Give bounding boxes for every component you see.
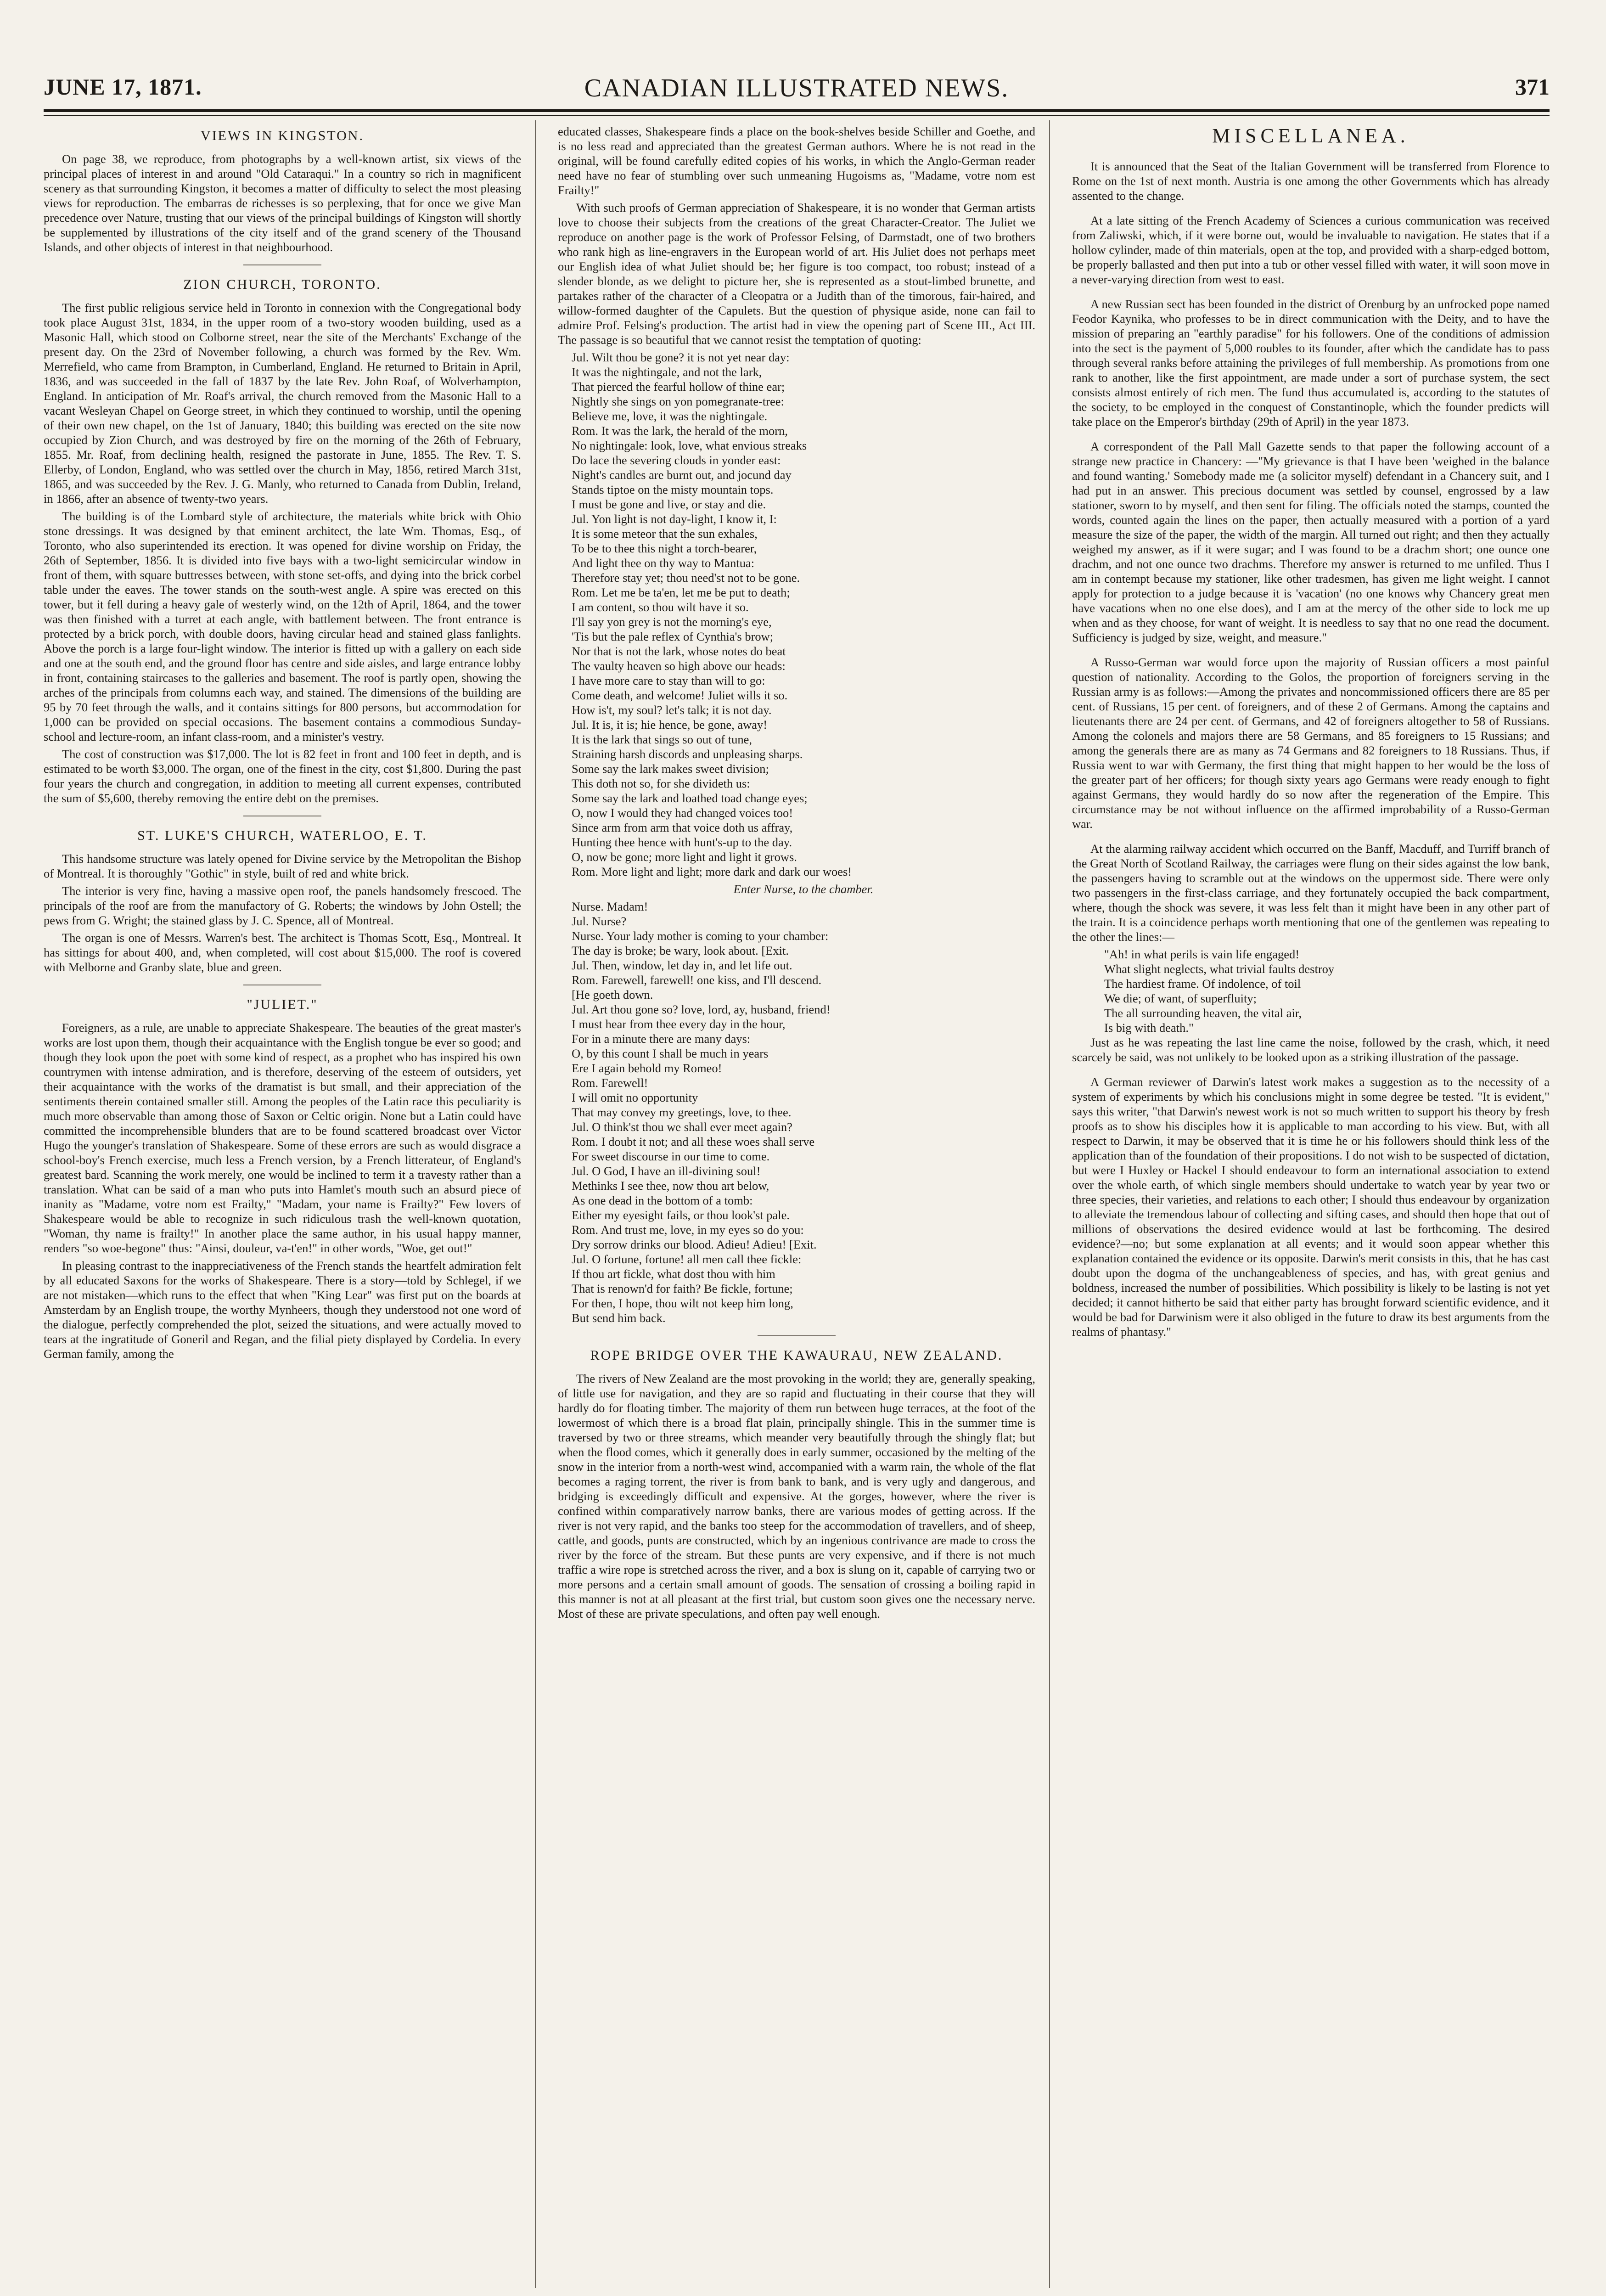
verse-line: Dry sorrow drinks our blood. Adieu! Adieu! [Exit. [572,1238,817,1251]
verse-line: Either my eyesight fails, or thou look'st pale. [572,1208,790,1222]
verse-line: O, now I would they had changed voices too! [572,806,793,820]
verse-line: For in a minute there are many days: [572,1032,751,1046]
column-rule [1049,120,1050,2288]
verse-line: To be to thee this night a torch-bearer, [572,541,757,555]
masthead [44,69,1550,106]
section-title: MISCELLANEA. [1212,124,1409,147]
verse-line: As one dead in the bottom of a tomb: [572,1193,753,1207]
article-paragraph: Just as he was repeating the last line came the noise, followed by the crash, which, it need scarcely be said, was not unlikely to be looked upon as a striking illustration of the passage. [1072,1035,1550,1064]
verse-line: 'Tis but the pale reflex of Cynthia's brow; [572,630,774,643]
article-paragraph: A new Russian sect has been founded in the district of Orenburg by an unfrocked pope named Feodor Kaynika, who professes to be in direct communication with the Deity, and to have the mission of preparing an "earthly paradise" for his followers. One of the conditions of admission into the sect is the payment of 5,000 roubles to its founder, after which the candidate has to pass through several ranks before attaining the privileges of full membership. As promotions from one rank to another, like the first appointment, are made under a sort of purchase system, the sect consists almost entirely of rich men. The fund thus accumulated is, according to the statutes of the society, to be employed in the conquest of Constantinople, which the founder predicts will take place on the Emperor's birthday (29th of April) in the year 1873. [1072,297,1550,428]
article-paragraph: In pleasing contrast to the inappreciativeness of the French stands the heartfelt admiration felt by all educated Saxons for the works of Shakespeare. There is a story—told by Schlegel, if we are not mistaken—which runs to the effect that when "King Lear" was first put on the boards at Amsterdam by an English troupe, the worthy Mynheers, though they understood not one word of the dialogue, perfectly comprehended the plot, seized the situations, and were actually moved to tears at the ingratitude of Goneril and Regan, and the filial piety displayed by Cordelia. In every German family, among the [44,1259,521,1361]
article-paragraph: The interior is very fine, having a massive open roof, the panels handsomely frescoed. The principals of the roof are from the manufactory of G. Roberts; the windows by John Ostell; the pews from G. Wright; the stained glass by J. C. Spence, all of Montreal. [44,884,521,927]
verse-line: And light thee on thy way to Mantua: [572,556,755,570]
article-paragraph: With such proofs of German appreciation of Shakespeare, it is no wonder that German artists love to choose their subjects from the creations of the great Character-Creator. The Juliet we reproduce on another page is the work of Professor Felsing, of Darmstadt, one of two brothers who rank high as line-engravers in the European world of art. His Juliet does not perhaps meet our English idea of what Juliet should be; her figure is too compact, too robust; instead of a slender blonde, as we delight to picture her, she is represented as a stout-limbed brunette, and partakes rather of the character of a Cleopatra or a Judith than of the timorous, fair-haired, and willow-formed daughter of the Capulets. But the question of physique aside, none can fail to admire Prof. Felsing's production. The artist had in view the opening part of Scene III., Act III. The passage is so beautiful that we cannot resist the temptation of quoting: [558,201,1035,347]
verse-line: The vaulty heaven so high above our heads: [572,659,786,673]
verse-line: [He goeth down. [572,988,653,1002]
verse-line: How is't, my soul? let's talk; it is not day. [572,703,772,717]
article-paragraph: The organ is one of Messrs. Warren's best. The architect is Thomas Scott, Esq., Montreal. It has sittings for about 400, and, when completed, will cost about $15,000. The roof is covered with Melborne and Granby slate, blue and green. [44,931,521,974]
issue-date: JUNE 17, 1871. [44,74,202,100]
verse-line: This doth not so, for she divideth us: [572,777,750,790]
verse-line: It is some meteor that the sun exhales, [572,527,758,540]
verse-line: Is big with death." [1104,1021,1194,1035]
newspaper-title: CANADIAN ILLUSTRATED NEWS. [584,74,1009,102]
verse-line: Hunting thee hence with hunt's-up to the day. [572,835,792,849]
verse-line: Therefore stay yet; thou need'st not to be gone. [572,571,800,585]
article-heading: VIEWS IN KINGSTON. [201,128,364,143]
verse-line: We die; of want, of superfluity; [1104,991,1257,1005]
verse-line: I'll say yon grey is not the morning's eye, [572,615,772,629]
verse-line: "Ah! in what perils is vain life engaged! [1104,947,1300,961]
verse-line: Believe me, love, it was the nightingale. [572,409,768,423]
article-paragraph: On page 38, we reproduce, from photographs by a well-known artist, six views of the principal places of interest in and around "Old Cataraqui." In a country so rich in magnificent scenery as that surrounding Kingston, it becomes a matter of difficulty to select the most pleasing views for reproduction. The embarras de richesses is so perplexing, that for once we give Man precedence over Nature, trusting that our views of the principal buildings of Kingston will shortly be supplemented by illustrations of the city itself and of the grand scenery of the Thousand Islands, and other objects of interest in that neighbourhood. [44,152,521,254]
masthead-rule-thin [44,115,1550,116]
article-paragraph: This handsome structure was lately opened for Divine service by the Metropolitan the Bishop of Montreal. It is thoroughly "Gothic" in style, built of red and white brick. [44,852,521,880]
verse-line: I must be gone and live, or stay and die. [572,497,766,511]
verse-line: That may convey my greetings, love, to thee. [572,1105,792,1119]
verse-line: Methinks I see thee, now thou art below, [572,1179,769,1193]
stage-direction: Enter Nurse, to the chamber. [733,882,874,896]
verse-line: I will omit no opportunity [572,1091,698,1104]
verse-line: That is renown'd for faith? Be fickle, fortune; [572,1282,793,1295]
verse-line: O, by this count I shall be much in years [572,1047,769,1060]
verse-line: Jul. Nurse? [572,914,627,928]
verse-line: Do lace the severing clouds in yonder east: [572,453,781,467]
verse-line: Rom. I doubt it not; and all these woes shall serve [572,1135,815,1148]
verse-line: The day is broke; be wary, look about. [Exit. [572,944,789,957]
verse-line: If thou art fickle, what dost thou with him [572,1267,775,1281]
verse-line: Jul. Art thou gone so? love, lord, ay, husband, friend! [572,1002,831,1016]
poem-excerpt [558,899,1035,1325]
verse-line: The all surrounding heaven, the vital air, [1104,1006,1302,1020]
verse-line: Some say the lark makes sweet division; [572,762,769,776]
article-heading: ROPE BRIDGE OVER THE KAWAURAU, NEW ZEALAND. [590,1348,1003,1363]
verse-line: Ere I again behold my Romeo! [572,1061,722,1075]
verse-line: I have more care to stay than will to go: [572,674,765,687]
column-1 [44,124,521,2278]
verse-line: It was the nightingale, and not the lark, [572,365,762,379]
verse-line: Nor that is not the lark, whose notes do beat [572,644,786,658]
verse-line: That pierced the fearful hollow of thine ear; [572,380,785,394]
column-3 [1072,124,1550,2278]
verse-line: I am content, so thou wilt have it so. [572,600,749,614]
section-divider [243,264,321,265]
verse-line: Rom. Farewell, farewell! one kiss, and I'll descend. [572,973,822,987]
article-paragraph: The building is of the Lombard style of architecture, the materials white brick with Ohio stone dressings. It was designed by that eminent architect, the late Wm. Thomas, Esq., of Toronto, who also superintended its erection. It was opened for divine worship on Friday, the 26th of September, 1856. It is divided into five bays with a two-light semicircular window in front of them, with square buttresses between, with stone set-offs, and dying into the brick corbel table under the eaves. The tower stands on the south-west angle. A spire was erected on this tower, but it fell during a heavy gale of westerly wind, on the 12th of April, 1864, and the tower was then finished with a turret at each angle, with battlement between. The front entrance is protected by a brick porch, with double doors, having circular head and stained glass fanlights. Above the porch is a large four-light window. The interior is fitted up with a gallery on each side and one at the south end, and the ground floor has centre and side aisles, and large entrance lobby in front, containing staircases to the galleries and basement. The roof is partly open, showing the arches of the principals from columns each way, and stained. The dimensions of the building are 95 by 70 feet through the walls, and it contains sittings for 800 persons, but accommodation for 1,000 can be provided on special occasions. The basement contains a commodious Sunday-school and lecture-room, an infant class-room, and a minister's vestry. [44,509,521,743]
article-paragraph: A Russo-German war would force upon the majority of Russian officers a most painful question of nationality. According to the Golos, the proportion of foreigners serving in the Russian army is as follows:—Among the privates and noncommissioned officers there are 85 per cent. of Russians, 15 per cent. of foreigners, and of these 2 of Germans. Among the captains and lieutenants there are 24 per cent. of Germans, and 42 of foreigners altogether to 58 of Russians. Among the colonels and majors there are 58 Germans, and 85 foreigners to 15 Russians; and among the generals there are as many as 74 Germans and 82 foreigners to 18 Russians. Thus, if Russia went to war with Germany, the first thing that might happen to her would be the loss of the greater part of her officers; for though sixty years ago Germans were ready enough to fight against Germans, they would hardly do so now after the regeneration of the Empire. This circumstance may be not without influence on the affirmed improbability of a Russo-German war. [1072,655,1550,831]
verse-line: Night's candles are burnt out, and jocund day [572,468,792,482]
section-divider [758,1335,836,1336]
verse-line: Nightly she sings on yon pomegranate-tree: [572,394,784,408]
verse-line: Some say the lark and loathed toad change eyes; [572,791,808,805]
verse-line: Come death, and welcome! Juliet wills it so. [572,688,788,702]
verse-line: It is the lark that sings so out of tune, [572,732,752,746]
article-paragraph: Foreigners, as a rule, are unable to appreciate Shakespeare. The beauties of the great master's works are lost upon them, though their acquaintance with the English tongue be ever so good; and though they look upon the poet with some kind of respect, as a prophet who has inspired his own countrymen with intense admiration, and is therefore, deserving of the esteem of outsiders, yet their acquaintance with the works of the dramatist is but small, and their appreciation of the sentiments therein contained smaller still. Among the peoples of the Latin race this peculiarity is much more observable than among those of Saxon or Celtic origin. None but a Latin could have committed the incomprehensible blunders that are to be found scattered broadcast over Victor Hugo the younger's translation of Shakespeare. Some of these errors are such as would disgrace a school-boy's French exercise, much less a French version, by a French litterateur, of England's greatest bard. Scanning the work merely, one would be inclined to term it a travesty rather than a translation. What can be said of a man who puts into Hamlet's mouth such an absurd piece of inanity as "Madame, votre nom est Frailty," "Madam, your name is Frailty?" Few lovers of Shakespeare would be able to recognize in such ridiculous trash the well-known quotation, "Woman, thy name is frailty!" In another place the same author, in his usual happy manner, renders "so woe-begone" thus: "Ainsi, douleur, va-t'en!" in other words, "Woe, get out!" [44,1021,521,1255]
verse-line: Jul. Wilt thou be gone? it is not yet near day: [572,350,790,364]
verse-line: Jul. It is, it is; hie hence, be gone, away! [572,718,768,732]
poem-excerpt [558,350,1035,879]
verse-line: Rom. More light and light; more dark and dark our woes! [572,865,852,878]
verse-line: What slight neglects, what trivial faults destroy [1104,962,1335,976]
verse-line: Stands tiptoe on the misty mountain tops. [572,483,774,496]
article-heading: "JULIET." [247,997,318,1012]
verse-quotation [1072,947,1550,1035]
verse-line: Jul. O fortune, fortune! all men call thee fickle: [572,1252,802,1266]
article-paragraph: The first public religious service held in Toronto in connexion with the Congregational body took place August 31st, 1834, in the upper room of a two-story wooden building, used as a Masonic Hall, which stood on Colborne street, near the site of the Merchants' Exchange of the present day. On the 23rd of November following, a church was formed by the Rev. Wm. Merrefield, who came from Brampton, in Cumberland, England. He returned to Britain in April, 1836, and was succeeded in the fall of 1837 by the late Rev. John Roaf, of Wolverhampton, England. In anticipation of Mr. Roaf's arrival, the church removed from the Masonic Hall to a vacant Wesleyan Chapel on George street, in which they continued to worship, until the opening of their own new chapel, on the 1st of January, 1840; this building was erected on the site now occupied by Zion Church, and was destroyed by fire on the morning of the 26th of February, 1855. Mr. Roaf, from declining health, resigned the pastorate in June, 1855. The Rev. T. S. Ellerby, of London, England, who was settled over the church in May, 1856, retired March 31st, 1865, and was succeeded by the Rev. J. G. Manly, who returned to Canada from Dublin, Ireland, in 1866, after an absence of twenty-two years. [44,301,521,506]
verse-line: Rom. Farewell! [572,1076,648,1090]
verse-line: For sweet discourse in our time to come. [572,1149,770,1163]
article-paragraph: A correspondent of the Pall Mall Gazette sends to that paper the following account of a strange new practice in Chancery: —"My grievance is that I have been 'weighed in the balance and found wanting.' Somebody made me (a solicitor myself) defendant in a Chancery suit, and I had put in an answer. This precious document was settled by counsel, engrossed by a law stationer, sworn to by myself, and then sent for filing. The officials noted the stamps, counted the words, counted again the lines on the paper, then actually measured with a portion of a yard measure the size of the paper, the width of the margin. All turned out right; and then they actually weighed my answer, as if it were sugar; and I was found to be a drachm short; one ounce one drachm, and not one ounce two drachms. Therefore my answer is returned to me unfiled. Thus I am in contempt because my stationer, like other tradesmen, has given me light weight. I cannot apply for protection to a judge because it is 'vacation' (no one knows why Chancery great men have vacations when no one else does), and I am at the mercy of the other side to lock me up when and as they choose, for want of weight. It is needless to say that no one read the document. Sufficiency is judged by size, weight, and measure." [1072,439,1550,644]
column-rule [535,120,536,2288]
verse-line: Since arm from arm that voice doth us affray, [572,821,793,834]
article-heading: ZION CHURCH, TORONTO. [183,277,382,292]
page-number: 371 [1515,74,1550,100]
verse-line: Jul. Yon light is not day-light, I know it, I: [572,512,777,526]
article-paragraph: A German reviewer of Darwin's latest work makes a suggestion as to the necessity of a system of experiments by which his conclusions might in some degree be tested. "It is evident," says this writer, "that Darwin's newest work is not so much written to support his theory by fresh proofs as to show his disciples how it is applicable to man according to his view. But, with all respect to Darwin, it may be observed that it is time he or his followers should think less of the application than of the foundation of their propositions. I do not wish to be suspected of dictation, but were I Huxley or Hackel I should endeavour to form an international association to extend over the whole earth, of which single members should undertake to watch year by year two or three species, their varieties, and relations to each other; I should thus endeavour by organization to alleviate the tremendous labour of collecting and sifting cases, and should then hope that out of millions of observations the desired evidence would at last be forthcoming. The desired evidence?—no; but some explanation at all events; and it would soon appear whether this explanation contained the evidence or its opposite. Darwin's merit consists in this, that he has cast doubt upon the dogma of the unchangeableness of species, and has, with great genius and boldness, increased the number of possibilities. Which possibility is likely to be lasting is not yet decided; it cannot hitherto be said that either party has brought forward scientific evidence, and it would be bad for Darwinism were it also obliged in the future to draw its best arguments from the realms of phantasy." [1072,1075,1550,1339]
article-paragraph: The rivers of New Zealand are the most provoking in the world; they are, generally speaking, of little use for navigation, and they are so rapid and fluctuating in their course that they will hardly do for floating timber. The majority of them run between huge terraces, at the foot of the lowermost of which there is a broad flat plain, principally shingle. This in the summer time is traversed by two or three streams, which meander very beautifully through the shingly flat; but when the flood comes, which it generally does in early summer, occasioned by the melting of the snow in the interior from a north-west wind, accompanied with a warm rain, the whole of the flat becomes a raging torrent, the river is from bank to bank, and is very ugly and dangerous, and bridging is exceedingly difficult and expensive. At the gorges, however, where the river is confined within comparatively narrow banks, there are various modes of getting across. If the river is not very rapid, and the banks too steep for the accommodation of travellers, and of sheep, cattle, and goods, punts are constructed, which by an ingenious contrivance are made to cross the river by the force of the stream. But these punts are very expensive, and if there is not much traffic a wire rope is stretched across the river, and a box is slung on it, capable of carrying two or more persons and a certain small amount of goods. The sensation of crossing a boiling rapid in this manner is not at all pleasant at the first trial, but custom soon gives one the necessary nerve. Most of these are private speculations, and often pay well enough. [558,1372,1035,1621]
verse-line: Nurse. Your lady mother is coming to your chamber: [572,929,829,943]
verse-line: For then, I hope, thou wilt not keep him long, [572,1296,793,1310]
article-paragraph: At the alarming railway accident which occurred on the Banff, Macduff, and Turriff branch of the Great North of Scotland Railway, the carriages were flung on their sides against the low bank, the passengers having to scramble out at the windows on the uppermost side. There were only two passengers in the first-class carriage, and they fortunately occupied the back compartment, where, though the shock was severe, it was less felt than it might have been in any other part of the train. It is a coincidence perhaps worth mentioning that one of the gentlemen was repeating to the other the lines:— [1072,842,1550,944]
verse-line: Jul. Then, window, let day in, and let life out. [572,958,792,972]
column-2 [558,124,1035,2278]
verse-line: But send him back. [572,1311,666,1325]
article-paragraph: At a late sitting of the French Academy of Sciences a curious communication was received from Zaliwski, which, if it were borne out, would be invaluable to navigation. He states that if a hollow cylinder, made of thin materials, open at the top, and provided with a sharp-edged bottom, be properly ballasted and then put into a tub or other vessel filled with water, it will soon move in a never-varying direction from west to east. [1072,214,1550,286]
verse-line: Rom. It was the lark, the herald of the morn, [572,424,788,438]
verse-line: Jul. O think'st thou we shall ever meet again? [572,1120,792,1134]
article-paragraph: The cost of construction was $17,000. The lot is 82 feet in front and 100 feet in depth, and is estimated to be worth $3,000. The organ, one of the finest in the city, cost $1,800. During the past four years the church and congregation, in addition to meeting all current expenses, contributed the sum of $5,600, thereby removing the entire debt on the premises. [44,747,521,805]
verse-line: I must hear from thee every day in the hour, [572,1017,786,1031]
verse-line: Jul. O God, I have an ill-divining soul! [572,1164,761,1178]
article-heading: ST. LUKE'S CHURCH, WATERLOO, E. T. [137,828,427,843]
verse-line: No nightingale: look, love, what envious streaks [572,439,807,452]
article-paragraph: educated classes, Shakespeare finds a place on the book-shelves beside Schiller and Goethe, and is no less read and appreciated than the greatest German authors. Where he is not read in the original, will be found carefully edited copies of his works, in which the Anglo-German reader need have no fear of stumbling over such unmeaning Hugoisms as, "Madame, votre nom est Frailty!" [558,124,1035,197]
article-paragraph: It is announced that the Seat of the Italian Government will be transferred from Florence to Rome on the 1st of next month. Austria is one among the other Governments which has already assented to the change. [1072,159,1550,203]
masthead-rule [44,109,1550,112]
verse-line: The hardiest frame. Of indolence, of toil [1104,977,1301,990]
verse-line: Nurse. Madam! [572,900,648,913]
verse-line: Straining harsh discords and unpleasing sharps. [572,747,803,761]
verse-line: O, now be gone; more light and light it grows. [572,850,797,864]
verse-line: Rom. And trust me, love, in my eyes so do you: [572,1223,804,1237]
verse-line: Rom. Let me be ta'en, let me be put to death; [572,585,790,599]
